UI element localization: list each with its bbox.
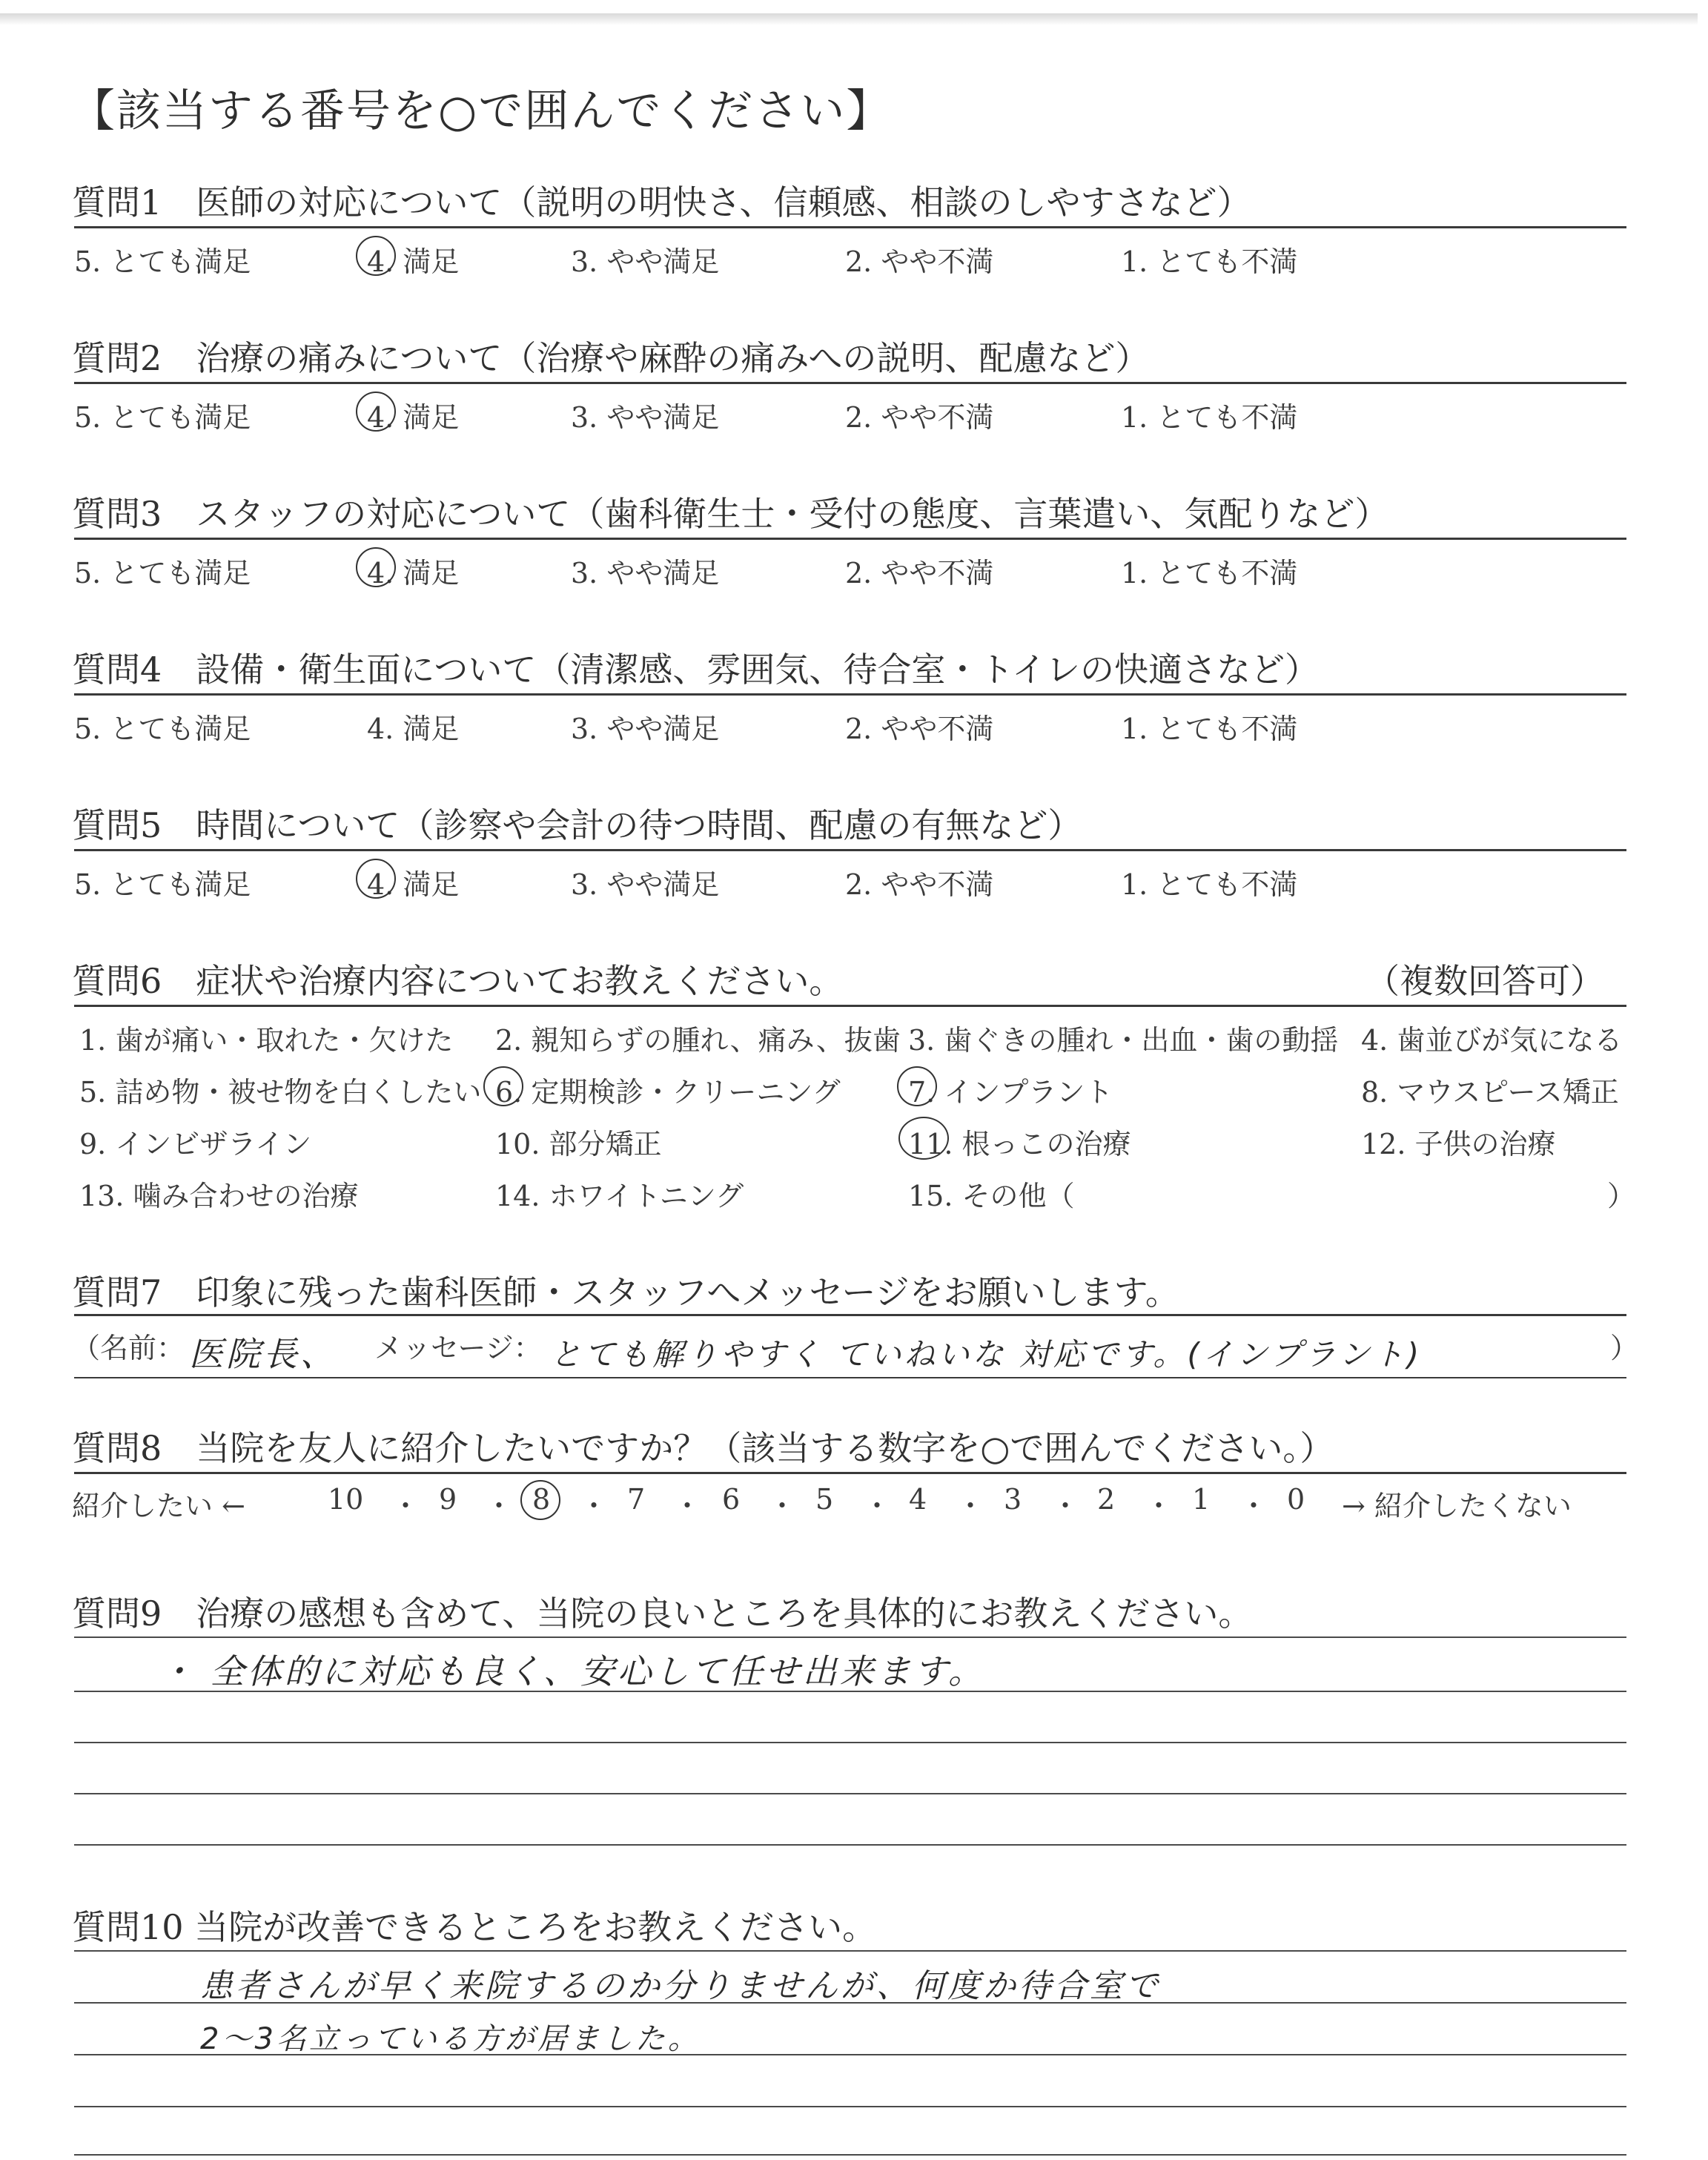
- q1-opt4[interactable]: 4. 満足: [367, 245, 460, 278]
- q8-scale-dot: ・: [956, 1490, 985, 1522]
- q8-scale-1[interactable]: 1: [1192, 1483, 1211, 1516]
- q1-opt5[interactable]: 5. とても満足: [74, 245, 251, 278]
- q9-line-5: [74, 1844, 1626, 1846]
- q2-selection-circle: [356, 392, 396, 432]
- q7-title: 質問7 印象に残った歯科医師・スタッフへメッセージをお願いします。: [72, 1272, 1179, 1312]
- q10-line-2: [74, 2002, 1626, 2004]
- q6-item-3[interactable]: 3. 歯ぐきの腫れ・出血・歯の動揺: [908, 1024, 1339, 1057]
- q10-title: 質問10 当院が改善できるところをお教えください。: [72, 1907, 877, 1947]
- q4-opt5[interactable]: 5. とても満足: [74, 713, 251, 745]
- q4-opt3[interactable]: 3. やや満足: [571, 713, 720, 745]
- q4-title: 質問4 設備・衛生面について（清潔感、雰囲気、待合室・トイレの快適さなど）: [72, 650, 1320, 690]
- q3-opt4[interactable]: 4. 満足: [367, 557, 460, 589]
- q7-message-label: メッセージ：: [374, 1332, 542, 1364]
- q2-rule: [74, 382, 1626, 384]
- q9-title: 質問9 治療の感想も含めて、当院の良いところを具体的にお教えください。: [72, 1593, 1253, 1634]
- q8-scale-dot: ・: [1239, 1490, 1268, 1522]
- q8-scale-dot: ・: [673, 1490, 702, 1522]
- q8-scale-dot: ・: [863, 1490, 892, 1522]
- q2-opt3[interactable]: 3. やや満足: [571, 401, 720, 434]
- q7-name-value[interactable]: 医院長、: [189, 1334, 337, 1374]
- q4-opt2[interactable]: 2. やや不満: [845, 713, 994, 745]
- q5-opt4[interactable]: 4. 満足: [367, 868, 460, 901]
- q1-opt2[interactable]: 2. やや不満: [845, 245, 994, 278]
- q5-opt3[interactable]: 3. やや満足: [571, 868, 720, 901]
- q2-opt2[interactable]: 2. やや不満: [845, 401, 994, 434]
- q8-scale-3[interactable]: 3: [1004, 1483, 1022, 1516]
- q1-title: 質問1 医師の対応について（説明の明快さ、信頼感、相談のしやすさなど）: [72, 182, 1251, 222]
- q10-answer-line-1[interactable]: 患者さんが早く来院するのか分りませんが、何度か待合室で: [200, 1967, 1161, 2005]
- q8-scale-4[interactable]: 4: [909, 1483, 927, 1516]
- q1-opt1[interactable]: 1. とても不満: [1121, 245, 1298, 278]
- q6-item-6-circle: [483, 1066, 523, 1106]
- q8-scale-dot: ・: [768, 1490, 797, 1522]
- q8-left-label: 紹介したい ←: [72, 1490, 245, 1522]
- q3-selection-circle: [356, 547, 396, 587]
- q4-opt1[interactable]: 1. とても不満: [1121, 713, 1298, 745]
- q5-opt1[interactable]: 1. とても不満: [1121, 868, 1298, 901]
- q6-rule: [74, 1005, 1626, 1007]
- q6-item-7[interactable]: 7. インプラント: [908, 1076, 1113, 1109]
- q6-item-2[interactable]: 2. 親知らずの腫れ、痛み、抜歯: [495, 1024, 901, 1057]
- q6-item-1[interactable]: 1. 歯が痛い・取れた・欠けた: [79, 1024, 454, 1057]
- q8-scale-8[interactable]: 8: [532, 1483, 551, 1516]
- q6-item-7-circle: [897, 1066, 937, 1106]
- instruction-header: 【該当する番号を○で囲んでください】: [70, 85, 893, 137]
- q6-title: 質問6 症状や治療内容についてお教えください。: [72, 961, 844, 1001]
- q5-title: 質問5 時間について（診察や会計の待つ時間、配慮の有無など）: [72, 805, 1082, 845]
- q9-line-1: [74, 1636, 1626, 1638]
- q9-line-4: [74, 1793, 1626, 1794]
- q8-scale-10[interactable]: 10: [328, 1483, 364, 1516]
- q6-item-14[interactable]: 14. ホワイトニング: [495, 1180, 744, 1212]
- q8-scale-5[interactable]: 5: [815, 1483, 834, 1516]
- q3-title: 質問3 スタッフの対応について（歯科衛生士・受付の態度、言葉遣い、気配りなど）: [72, 494, 1389, 534]
- q8-selection-circle: [520, 1480, 560, 1520]
- q1-opt3[interactable]: 3. やや満足: [571, 245, 720, 278]
- q6-item-8[interactable]: 8. マウスピース矯正: [1361, 1076, 1619, 1109]
- q2-opt1[interactable]: 1. とても不満: [1121, 401, 1298, 434]
- q8-scale-dot: ・: [391, 1490, 420, 1522]
- q6-item-4[interactable]: 4. 歯並びが気になる: [1361, 1024, 1623, 1057]
- q10-line-5: [74, 2154, 1626, 2156]
- q6-item-5[interactable]: 5. 詰め物・被せ物を白くしたい: [79, 1076, 482, 1109]
- q1-selection-circle: [356, 236, 396, 276]
- q7-name-label: （名前：: [72, 1332, 185, 1364]
- q8-scale-0[interactable]: 0: [1287, 1483, 1305, 1516]
- q3-rule: [74, 538, 1626, 540]
- q4-rule: [74, 693, 1626, 696]
- q2-opt5[interactable]: 5. とても満足: [74, 401, 251, 434]
- q6-multiple-note: （複数回答可）: [1366, 961, 1604, 1001]
- q6-item-6[interactable]: 6. 定期検診・クリーニング: [495, 1076, 841, 1109]
- q8-right-label: → 紹介したくない: [1342, 1490, 1572, 1522]
- q3-opt3[interactable]: 3. やや満足: [571, 557, 720, 589]
- q8-scale-dot: ・: [485, 1490, 514, 1522]
- q2-title: 質問2 治療の痛みについて（治療や麻酔の痛みへの説明、配慮など）: [72, 338, 1150, 378]
- q10-line-4: [74, 2106, 1626, 2107]
- q9-answer[interactable]: ・ 全体的に対応も良く、安心して任せ出来ます。: [159, 1651, 986, 1691]
- q10-line-3: [74, 2054, 1626, 2055]
- q6-item-10[interactable]: 10. 部分矯正: [495, 1128, 662, 1160]
- q10-answer-line-2[interactable]: 2〜3名立っている方が居ました。: [200, 2022, 701, 2056]
- q3-opt1[interactable]: 1. とても不満: [1121, 557, 1298, 589]
- q8-scale-9[interactable]: 9: [439, 1483, 457, 1516]
- q8-scale-6[interactable]: 6: [722, 1483, 741, 1516]
- q7-rule: [74, 1314, 1626, 1316]
- q5-selection-circle: [356, 859, 396, 899]
- q9-line-2: [74, 1691, 1626, 1692]
- q2-opt4[interactable]: 4. 満足: [367, 401, 460, 434]
- q4-opt4[interactable]: 4. 満足: [367, 713, 460, 745]
- q8-scale-dot: ・: [580, 1490, 609, 1522]
- q3-opt2[interactable]: 2. やや不満: [845, 557, 994, 589]
- q6-item-15-close: ）: [1607, 1180, 1636, 1212]
- q6-item-12[interactable]: 12. 子供の治療: [1361, 1128, 1556, 1160]
- q6-item-13[interactable]: 13. 噛み合わせの治療: [79, 1180, 359, 1212]
- q1-rule: [74, 226, 1626, 228]
- q5-opt5[interactable]: 5. とても満足: [74, 868, 251, 901]
- q7-message-value[interactable]: とても解りやすく ていねいな 対応です。(インプラント): [550, 1336, 1423, 1373]
- q5-rule: [74, 849, 1626, 851]
- q8-scale-dot: ・: [1145, 1490, 1174, 1522]
- q5-opt2[interactable]: 2. やや不満: [845, 868, 994, 901]
- q8-scale-7[interactable]: 7: [627, 1483, 646, 1516]
- q8-scale-2[interactable]: 2: [1097, 1483, 1116, 1516]
- q10-line-1: [74, 1950, 1626, 1952]
- q8-title: 質問8 当院を友人に紹介したいですか？（該当する数字を○で囲んでください。）: [72, 1428, 1334, 1468]
- q9-line-3: [74, 1742, 1626, 1743]
- q8-scale-dot: ・: [1051, 1490, 1080, 1522]
- q6-item-11-circle: [898, 1117, 949, 1160]
- q6-item-15[interactable]: 15. その他（: [908, 1180, 1075, 1212]
- q6-item-9[interactable]: 9. インビザライン: [79, 1128, 312, 1160]
- q6-item-11[interactable]: 11. 根っこの治療: [908, 1128, 1131, 1160]
- scan-top-edge: [0, 13, 1698, 25]
- q8-rule: [74, 1472, 1626, 1474]
- q7-bottom-rule: [74, 1377, 1626, 1378]
- q7-close: ）: [1610, 1332, 1639, 1364]
- q3-opt5[interactable]: 5. とても満足: [74, 557, 251, 589]
